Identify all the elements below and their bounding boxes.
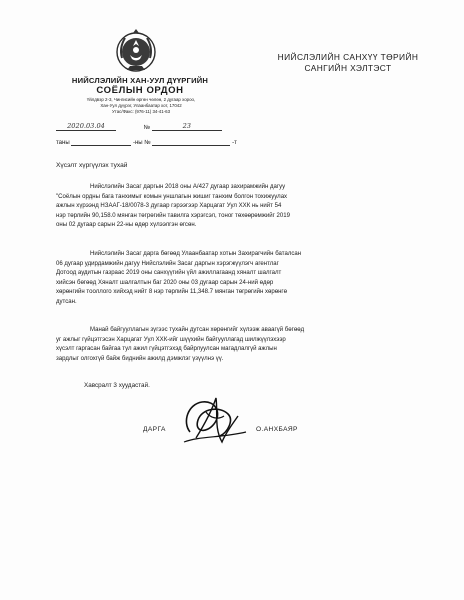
paragraph-line: хөрөнгийн тооллого хийхэд нийт 8 нэр төрлийн 11,348.7 мянган төгрөгийн хөрөнгө — [56, 289, 288, 296]
recipient-line1: НИЙСЛЭЛИЙН САНХҮҮ ТӨРИЙН — [277, 52, 419, 62]
number-label: № — [143, 125, 151, 131]
paragraph-line: Дотоод аудитын газраас 2019 оны санхүүгийн үйл ажиллагаанд хяналт шалгалт — [56, 270, 282, 277]
phone-fax: Утас/Факс: (976-11) 34-41-63 — [111, 109, 171, 114]
tany-number-field — [152, 137, 230, 146]
paragraph-2 — [56, 250, 418, 308]
paragraph-line: Манай байгууллагын зүгээс тухайн дутсан хөрөнгийг хүлээж аваагүй бөгөөд — [90, 327, 305, 333]
reference-reply-line — [56, 137, 237, 146]
paragraph-line: Нийслэлийн Засаг дарга бөгөөд Улаанбаатар хотын Захирагчийн баталсан — [90, 251, 302, 257]
tany-label: таны — [56, 140, 70, 146]
state-emblem-icon — [113, 28, 159, 74]
paragraph-line: оны 02 дугаар сарын 22-ны өдөр хүлээлгэн өгсөн. — [56, 222, 197, 229]
paragraph-line: уг ажлыг гүйцэтгэсэн Харцагат Уул ХХК-ийг шүүхийн байгууллагад шилжүүлэхээр — [56, 336, 286, 343]
organization-name: СОЁЛЫН ОРДОН — [96, 85, 184, 96]
paragraph-line: "Соёлын ордны бага танхимыг комын уншлагын жишиг танхим болгон тохижуулах — [56, 193, 288, 200]
letter-number: 23 — [182, 122, 191, 130]
tany-suffix: -т — [232, 140, 237, 146]
address-line1: Үйлдвэр 2-3, Чингисийн өргөн чөлөө, 2 дугаар хороо, — [86, 97, 196, 102]
signatory-name: О.АНХБАЯР — [256, 426, 298, 433]
paragraph-3 — [56, 326, 418, 364]
paragraph-1 — [56, 183, 418, 231]
paragraph-line: нэр төрлийн 90,158.0 мянган төгрөгийн тавилга хэрэгсэл, тоног төхөөрөмжийг 2019 — [56, 212, 290, 219]
address-line2: Хан-Уул дүүрэг, Улаанбаатар хот, 17042 — [100, 103, 182, 108]
paragraph-line: хүсэлт гаргасан байгаа тул ажил гүйцэтгэхэд байрлуулсан магадлалгүй ажлын — [56, 346, 277, 353]
paragraph-line: дутсан. — [56, 298, 77, 305]
tany-no-label: -ны № — [133, 140, 151, 146]
signatory-title: ДАРГА — [143, 426, 166, 433]
recipient-line2: САНГИЙН ХЭЛТЭСТ — [304, 63, 392, 73]
number-field — [152, 122, 222, 131]
handwritten-signature — [176, 392, 256, 454]
date-field — [56, 122, 116, 131]
paragraph-line: Нийслэлийн Засаг даргын 2018 оны А/427 дугаар захирамжийн дагуу — [90, 184, 286, 190]
organization-line1: НИЙСЛЭЛИЙН ХАН-УУЛ ДҮҮРГИЙН — [71, 76, 209, 85]
subject-line: Хүсэлт хүргүүлэх тухай — [56, 162, 128, 169]
paragraph-line: ажлын хүрээнд НЗААГ-18/0078-3 дугаар гэрээгээр Харцагат Уул ХХК нь нийт 54 — [56, 203, 282, 210]
reference-line — [56, 122, 222, 131]
attachment-note: Хавсралт 3 хуудастай. — [84, 382, 150, 389]
letter-date: 2020.03.04 — [67, 122, 105, 130]
tany-date-field — [71, 137, 131, 146]
paragraph-line: 06 дугаар удирдамжийн дагуу Нийслэлийн Засаг даргын хэрэгжүүлэгч агентлаг — [56, 260, 279, 267]
paragraph-line: хийсэн бөгөөд Хяналт шалгалтын баг 2020 оны 03 дугаар сарын 24-ний өдөр — [56, 279, 274, 286]
paragraph-line: зардлыг олгохгүй байж биднийн ажилд дэмжлэг үзүүлнэ үү. — [56, 355, 224, 362]
